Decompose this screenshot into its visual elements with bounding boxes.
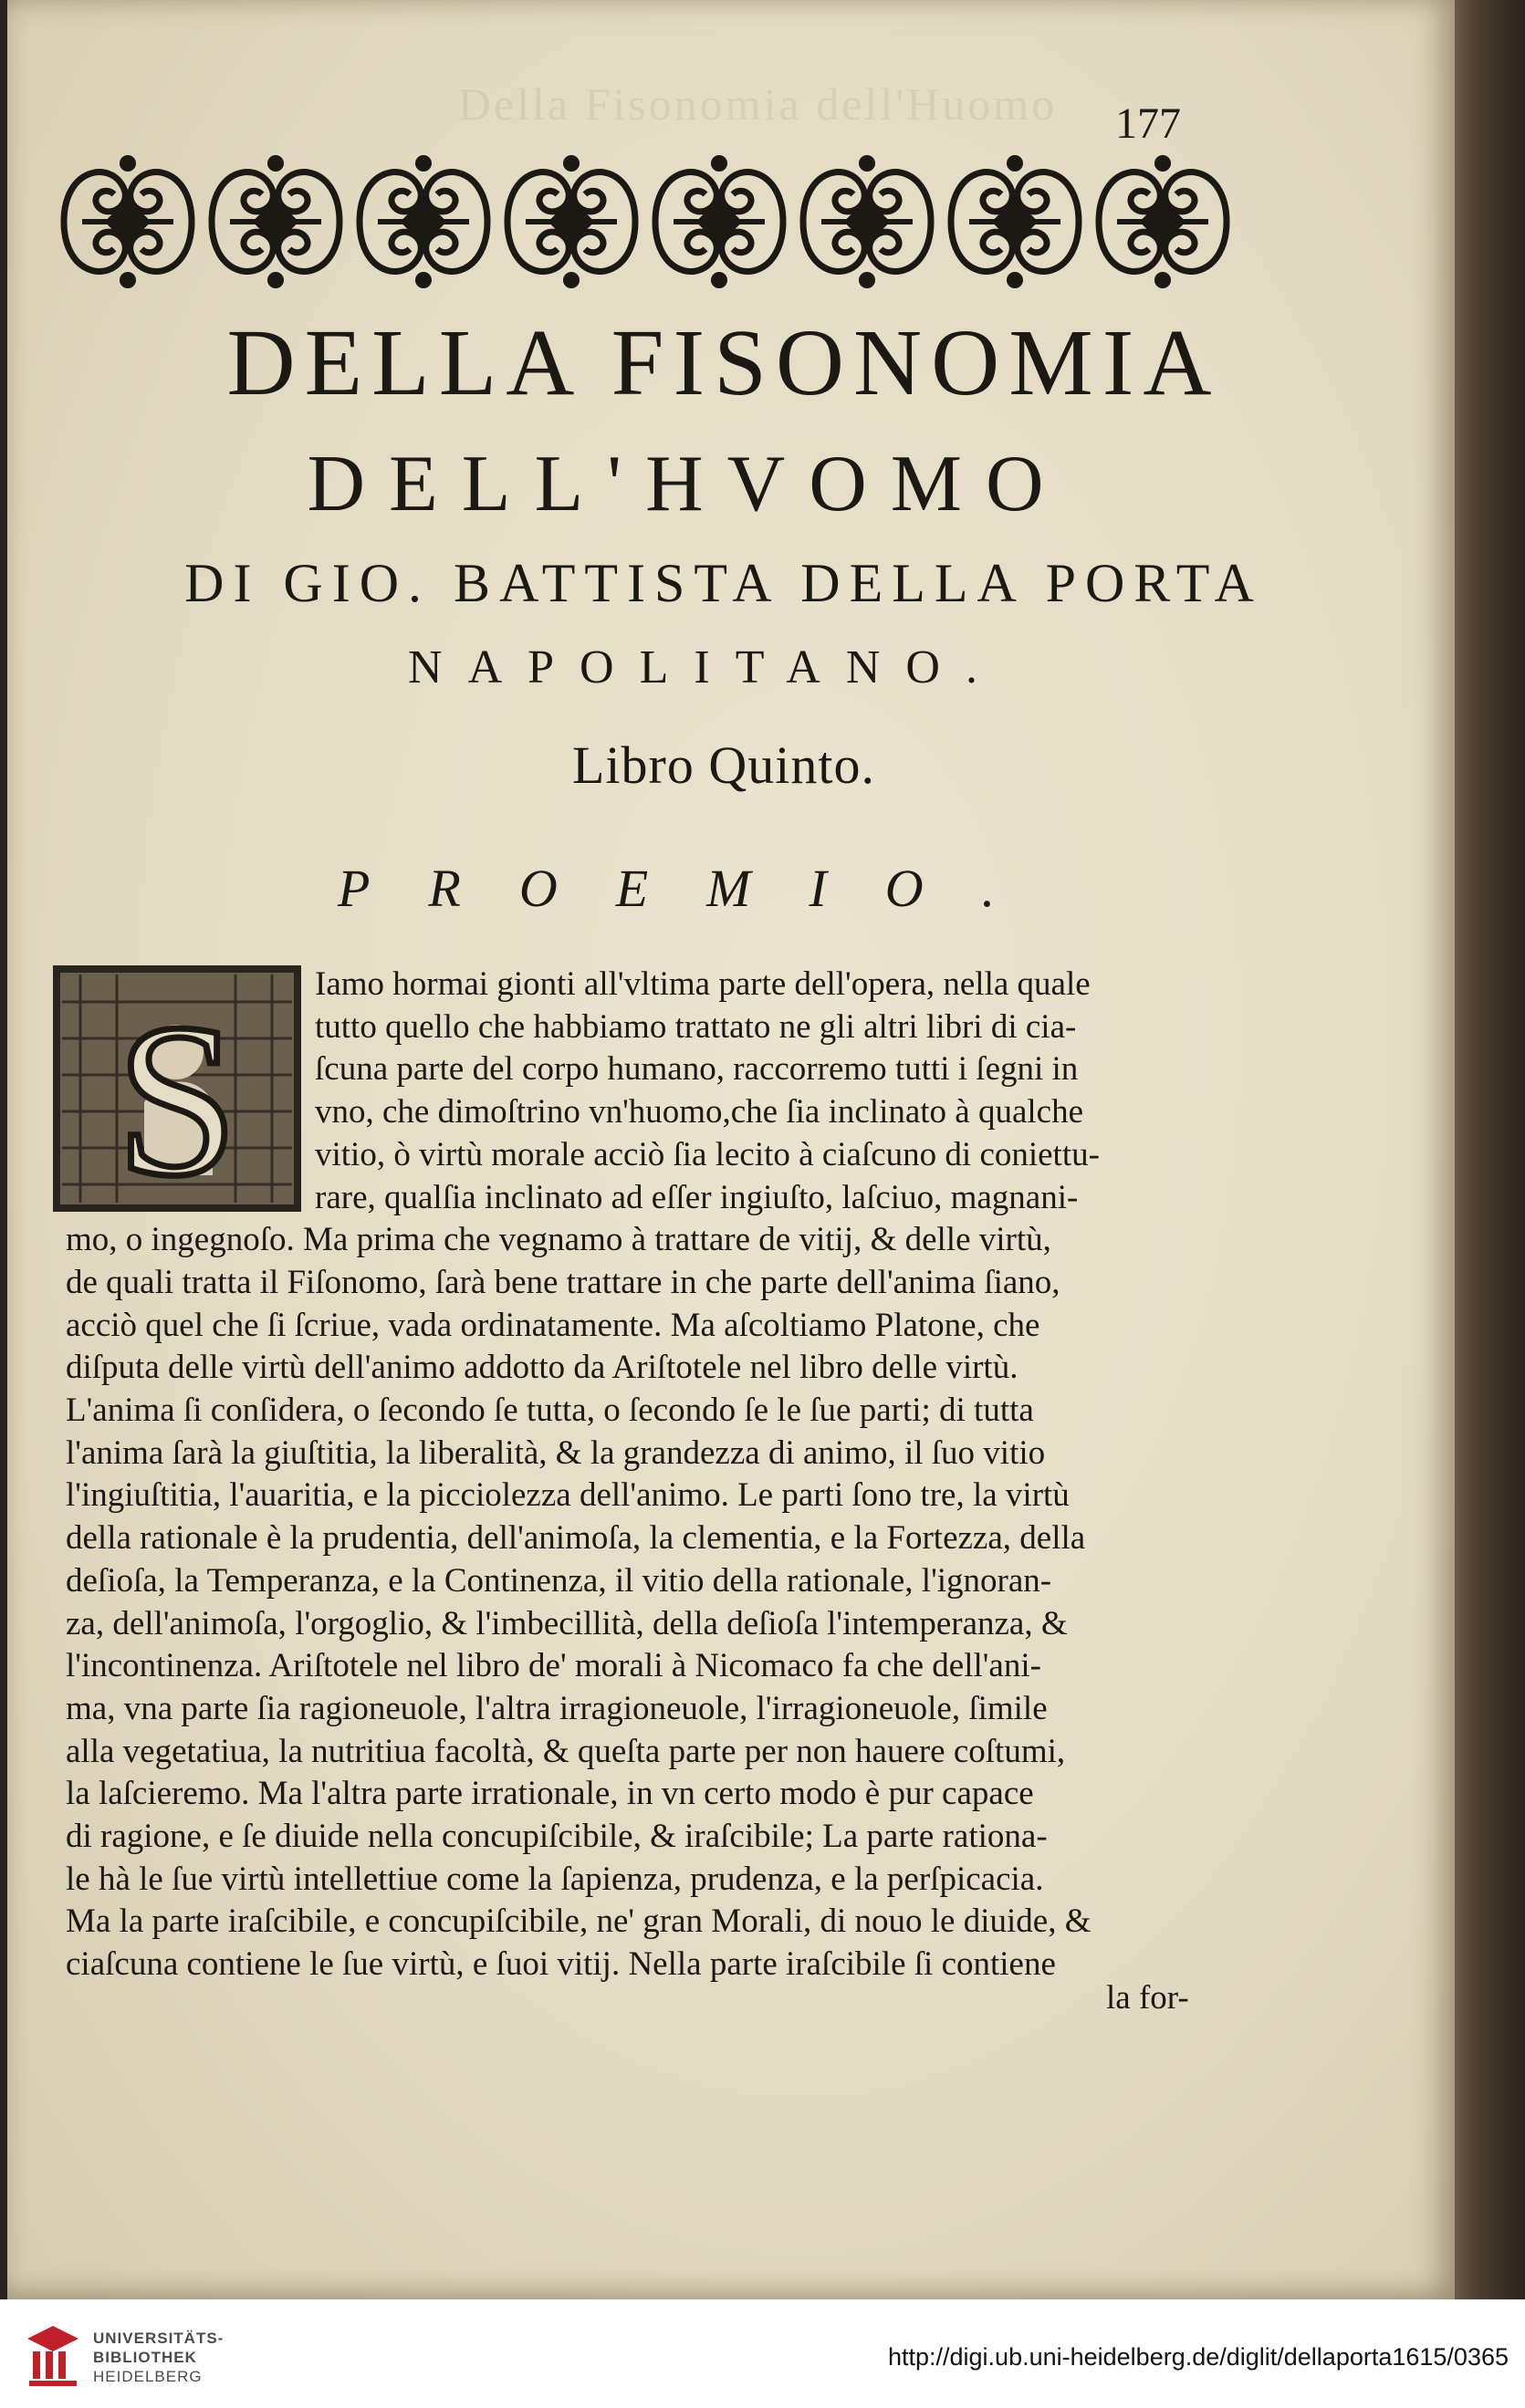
dropcap-initial bbox=[53, 965, 301, 1212]
text-line: de quali tratta il Fiſonomo, ſarà bene trattare in che parte dell'anima ſiano, bbox=[66, 1263, 1060, 1301]
text-line: alla vegetatiua, la nutritiua facoltà, & queſta parte per non hauere coſtumi, bbox=[66, 1732, 1066, 1770]
text-line: deſioſa, la Temperanza, e la Continenza, il vitio della rationale, l'ignoran- bbox=[66, 1561, 1052, 1600]
text-line: la laſcieremo. Ma l'altra parte irrationale, in vn certo modo è pur capace bbox=[66, 1775, 1034, 1813]
library-name-line2: BIBLIOTHEK bbox=[93, 2349, 197, 2366]
title-main: DELLA FISONOMIA bbox=[226, 310, 1221, 415]
source-url-link[interactable]: http://digi.ub.uni-heidelberg.de/diglit/dellaporta1615/0365 bbox=[887, 2343, 1509, 2371]
text-line: l'incontinenza. Ariſtotele nel libro de' morali à Nicomaco fa che dell'ani- bbox=[66, 1647, 1041, 1685]
text-line: di ragione, e ſe diuide nella concupiſcibile, & iraſcibile; La parte rationa- bbox=[66, 1818, 1048, 1855]
text-line: vitio, ò virtù morale acciò ſia lecito à ciaſcuno di coniettu- bbox=[315, 1135, 1100, 1173]
text-line: Ma la parte iraſcibile, e concupiſcibile, ne' gran Morali, di nouo le diuide, & bbox=[66, 1902, 1092, 1941]
catchword: la for- bbox=[1106, 1979, 1189, 2017]
library-name-line3: HEIDELBERG bbox=[93, 2368, 203, 2385]
text-line: Iamo hormai gionti all'vltima parte dell'opera, nella quale bbox=[315, 965, 1091, 1003]
page-number: 177 bbox=[1115, 99, 1181, 148]
text-line: vno, che dimoſtrino vn'huomo,che ſia inclinato à qualche bbox=[315, 1093, 1084, 1131]
author-line: DI GIO. BATTISTA DELLA PORTA bbox=[184, 553, 1263, 613]
text-line: tutto quello che habbiamo trattato ne gli altri libri di cia- bbox=[315, 1007, 1077, 1046]
bleed-through-text: Della Fisonomia dell'Huomo bbox=[457, 78, 1058, 130]
text-line: ſcuna parte del corpo humano, raccorremo tutti i ſegni in bbox=[315, 1050, 1079, 1089]
library-logo-icon bbox=[26, 2324, 80, 2388]
text-line: rare, qualſia inclinato ad eſſer ingiuſto, laſciuo, magnani- bbox=[315, 1178, 1079, 1216]
text-line: ciaſcuna contiene le ſue virtù, e ſuoi vitij. Nella parte iraſcibile ſi contiene bbox=[66, 1945, 1056, 1984]
text-line: mo, o ingegnoſo. Ma prima che vegnamo à trattare de vitij, & delle virtù, bbox=[66, 1221, 1051, 1259]
title-sub: DELL'HVOMO bbox=[307, 440, 1068, 528]
text-line: della rationale è la prudentia, dell'animoſa, la clementia, e la Fortezza, della bbox=[66, 1519, 1086, 1558]
text-line: le hà le ſue virtù intellettiue come la ſapienza, prudenza, e la perſpicacia. bbox=[66, 1860, 1044, 1898]
origin-line: NAPOLITANO. bbox=[408, 641, 1003, 693]
section-heading: PROEMIO. bbox=[338, 859, 1054, 918]
text-line: ma, vna parte ſia ragioneuole, l'altra irragioneuole, l'irragioneuole, ſimile bbox=[66, 1689, 1048, 1727]
book-number: Libro Quinto. bbox=[572, 735, 875, 795]
text-line: l'ingiuſtitia, l'auaritia, e la picciolezza dell'animo. Le parti ſono tre, la virtù bbox=[66, 1476, 1070, 1515]
text-line: acciò quel che ſi ſcriue, vada ordinatamente. Ma aſcoltiamo Platone, che bbox=[66, 1306, 1040, 1344]
text-line: L'anima ſi conſidera, o ſecondo ſe tutta, o ſecondo ſe le ſue parti; di tutta bbox=[66, 1392, 1034, 1429]
text-line: za, dell'animoſa, l'orgoglio, & l'imbecillità, della deſioſa l'intemperanza, & bbox=[66, 1604, 1068, 1642]
page-edge-shadow bbox=[1455, 0, 1525, 2299]
text-line: l'anima ſarà la giuſtitia, la liberalità, & la grandezza di animo, il ſuo vitio bbox=[66, 1433, 1046, 1472]
ornament-band bbox=[55, 151, 1232, 292]
library-name-line1: UNIVERSITÄTS- bbox=[93, 2330, 225, 2347]
dropcap-letter: S bbox=[116, 978, 238, 1212]
text-line: diſputa delle virtù dell'animo addotto da Ariſtotele nel libro delle virtù. bbox=[66, 1349, 1018, 1387]
